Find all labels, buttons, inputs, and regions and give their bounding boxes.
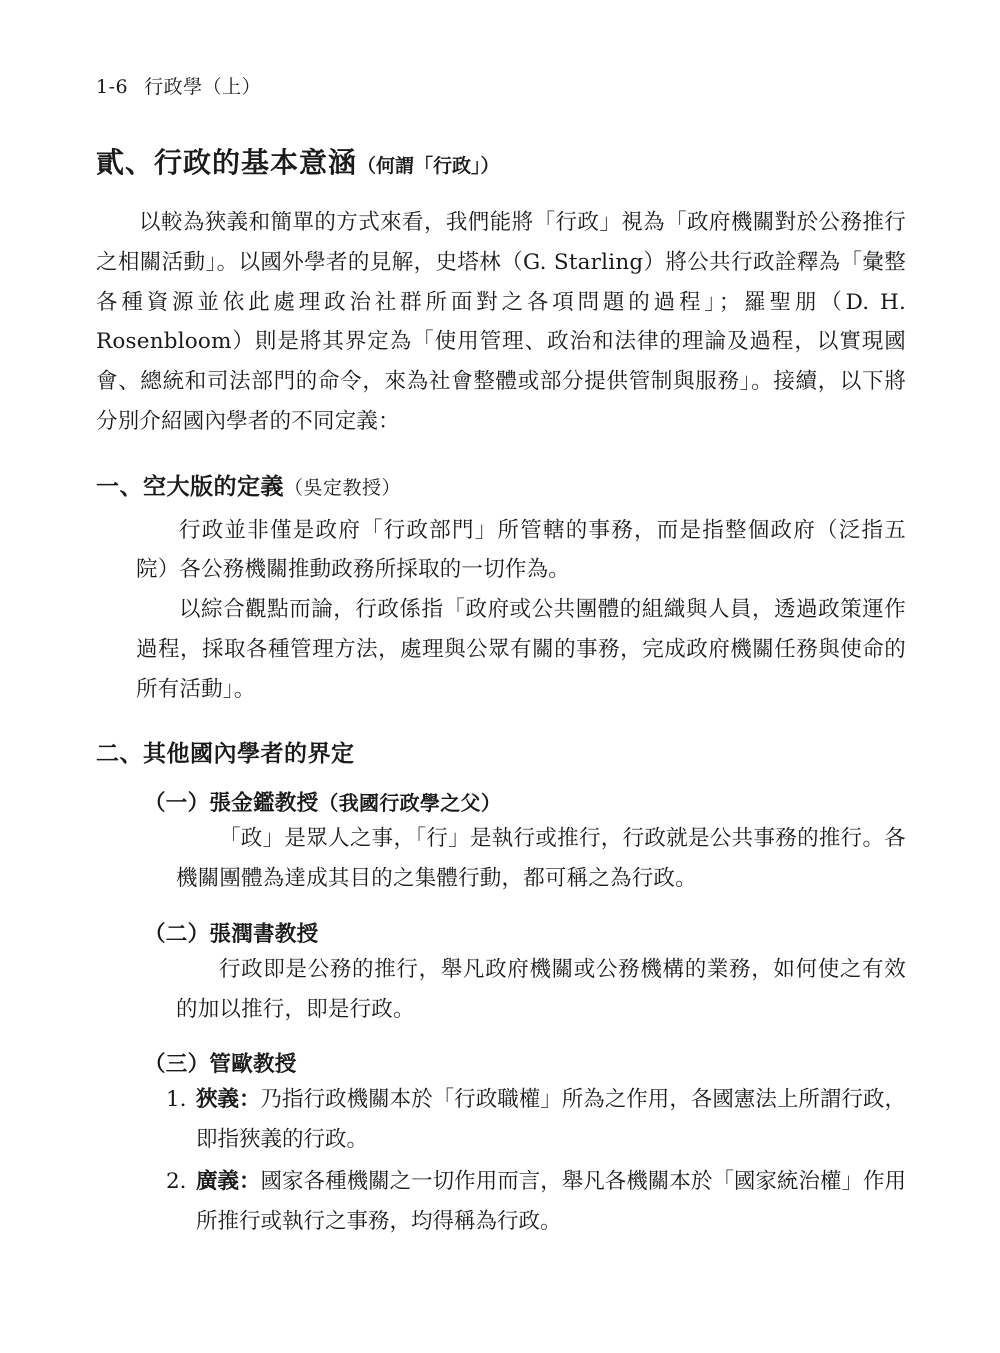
item-1-label: （一） [144, 791, 210, 817]
subsection-1-paragraph-2: 以綜合觀點而論，行政係指「政府或公共團體的組織與人員，透過政策運作過程，採取各種管理方法，處理與公眾有關的事務，完成政府機關任務與使命的所有活動」。 [136, 597, 906, 702]
page-content [96, 72, 906, 1242]
numbered-item-text [196, 1080, 906, 1160]
numbered-item-number: 1. [166, 1087, 187, 1113]
subsection-2-title: 其他國內學者的界定 [143, 740, 355, 768]
section-heading [96, 141, 906, 181]
item-2-body [176, 950, 906, 1030]
numbered-item [166, 1080, 906, 1160]
section-intro-paragraph: 以較為狹義和簡單的方式來看，我們能將「行政」視為「政府機關對於公務推行之相關活動」。以國外學者的見解，史塔林（G. Starling）將公共行政詮釋為「彙整各種資源並依此處理政治社群所面對之各項問題的過程」；羅聖朋（D. H. Rosenbloom）則是將其界定為「使用管理、政治和法律的理論及過程，以實現國會、總統和司法部門的命令，來為社會整體或部分提供管制與服務」。接續，以下將分別介紹國內學者的不同定義： [96, 210, 906, 434]
page-folio: 1-6 [96, 76, 129, 98]
subsection-heading-2 [96, 735, 906, 768]
item-3-body [96, 1080, 906, 1241]
item-3-title: 管歐教授 [209, 1052, 297, 1078]
subsection-1-note: （吳定教授） [284, 476, 402, 499]
item-1-title: 張金鑑教授 [209, 791, 319, 817]
subsection-1-body [136, 511, 906, 710]
item-heading-3 [144, 1047, 906, 1078]
item-heading-2 [144, 917, 906, 948]
numbered-item-body: 國家各種機關之一切作用而言，舉凡各機關本於「國家統治權」作用所推行或執行之事務，均得稱為行政。 [196, 1169, 906, 1234]
section-heading-main: 貳、行政的基本意涵 [96, 146, 358, 179]
subsection-1-paragraph-1: 行政並非僅是政府「行政部門」所管轄的事務，而是指整個政府（泛指五院）各公務機關推動政務所採取的一切作為。 [136, 517, 906, 583]
item-2-label: （二） [144, 921, 210, 947]
subsection-1-title: 空大版的定義 [143, 472, 284, 500]
item-3-label: （三） [144, 1052, 210, 1078]
numbered-item-lead: 廣義： [196, 1169, 261, 1195]
numbered-item-number: 2. [166, 1169, 187, 1195]
subsection-2-number: 二、 [96, 740, 143, 768]
subsection-heading-1 [96, 468, 906, 501]
item-1-paragraph: 「政」是眾人之事，「行」是執行或推行，行政就是公共事務的推行。各機關團體為達成其目的之集體行動，都可稱之為行政。 [176, 826, 906, 892]
item-2-title: 張潤書教授 [209, 921, 319, 947]
item-1-note: （我國行政學之父） [318, 791, 502, 816]
section-heading-sub: （何謂「行政」） [357, 155, 500, 177]
item-heading-1 [144, 786, 906, 817]
running-head [96, 72, 906, 99]
item-2-paragraph: 行政即是公務的推行，舉凡政府機關或公務機構的業務，如何使之有效的加以推行，即是行政。 [176, 956, 906, 1022]
subsection-1-number: 一、 [96, 472, 143, 500]
item-1-body [176, 819, 906, 899]
numbered-item-lead: 狹義： [196, 1087, 261, 1113]
running-head-title: 行政學（上） [144, 76, 262, 98]
numbered-item-text [196, 1162, 906, 1242]
numbered-item-body: 乃指行政機關本於「行政職權」所為之作用，各國憲法上所謂行政，即指狹義的行政。 [196, 1087, 906, 1153]
numbered-item [166, 1162, 906, 1242]
